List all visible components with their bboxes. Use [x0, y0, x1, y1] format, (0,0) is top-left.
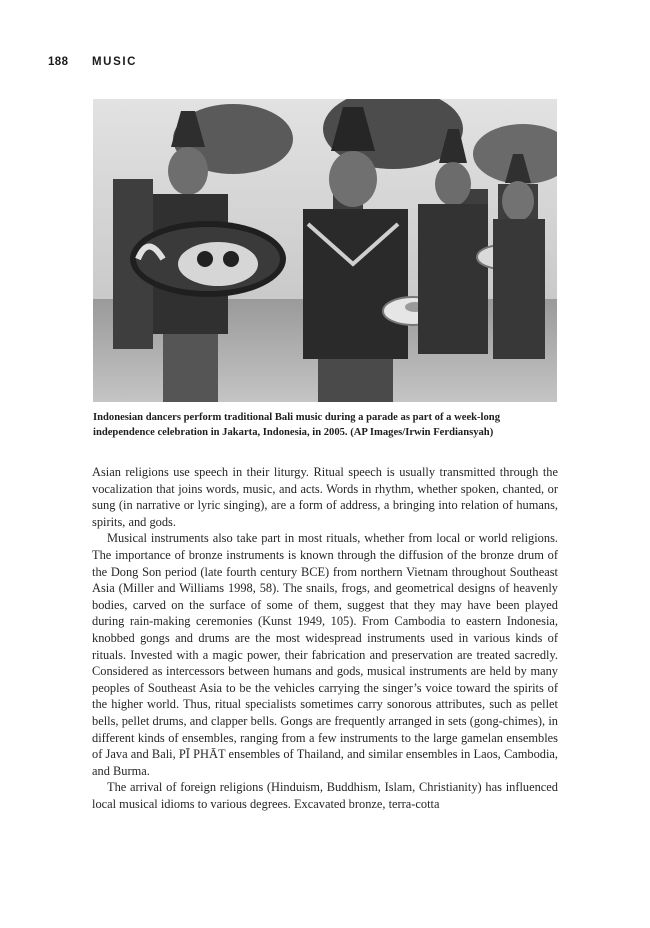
paragraph: The arrival of foreign religions (Hinduism, Buddhism, Islam, Christianity) has influenced local musical idioms to various degrees. Excavated bronze, terra-cotta	[92, 780, 558, 811]
paragraph: Musical instruments also take part in most rituals, whether from local or world religions. The importance of bronze instruments is known through the diffusion of the bronze drum of the Dong Son period (late fourth century BCE) from northern Vietnam throughout Southeast Asia (Miller and Williams 1998, 58). The snails, frogs, and geometrical designs of heavenly bodies, carved on the surface of some of them, suggest that they may have been played during rain-making ceremonies (Kunst 1949, 105). From Cambodia to eastern Indonesia, knobbed gongs and drums are the most widespread instruments used in various kinds of rituals. Invested with a magic power, their fabrication and preservation are treated sacredly. Considered as intercessors between humans and gods, musical instruments are held by many peoples of Southeast Asia to be the vehicles carrying the singer’s voice toward the spirits of the higher world. Thus, ritual specialists sometimes carry sonorous attributes, such as pellet bells, pellet drums, and clapper bells. Gongs are frequently arranged in sets (gong-chimes), in different kinds of ensembles, ranging from a few instruments to the large gamelan ensembles of Java and Bali, PĪ PHĀT ensembles of Thailand, and similar ensembles in Laos, Cambodia, and Burma.	[92, 531, 558, 778]
parade-photo	[93, 99, 557, 402]
paragraph: Asian religions use speech in their liturgy. Ritual speech is usually transmitted through the vocalization that joins words, music, and acts. Words in rhythm, whether spoken, chanted, or sung (in narrative or lyric singing), are a form of address, a bringing into relation of humans, spirits, and gods.	[92, 465, 558, 529]
page-number: 188	[48, 56, 69, 68]
section-title: MUSIC	[92, 56, 138, 68]
photo-caption: Indonesian dancers perform traditional Bali music during a parade as part of a week-long independence celebration in Jakarta, Indonesia, in 2005. (AP Images/Irwin Ferdiansyah)	[93, 412, 500, 438]
running-head	[48, 56, 137, 68]
body-text	[92, 464, 558, 812]
photo-illustration	[93, 99, 557, 402]
